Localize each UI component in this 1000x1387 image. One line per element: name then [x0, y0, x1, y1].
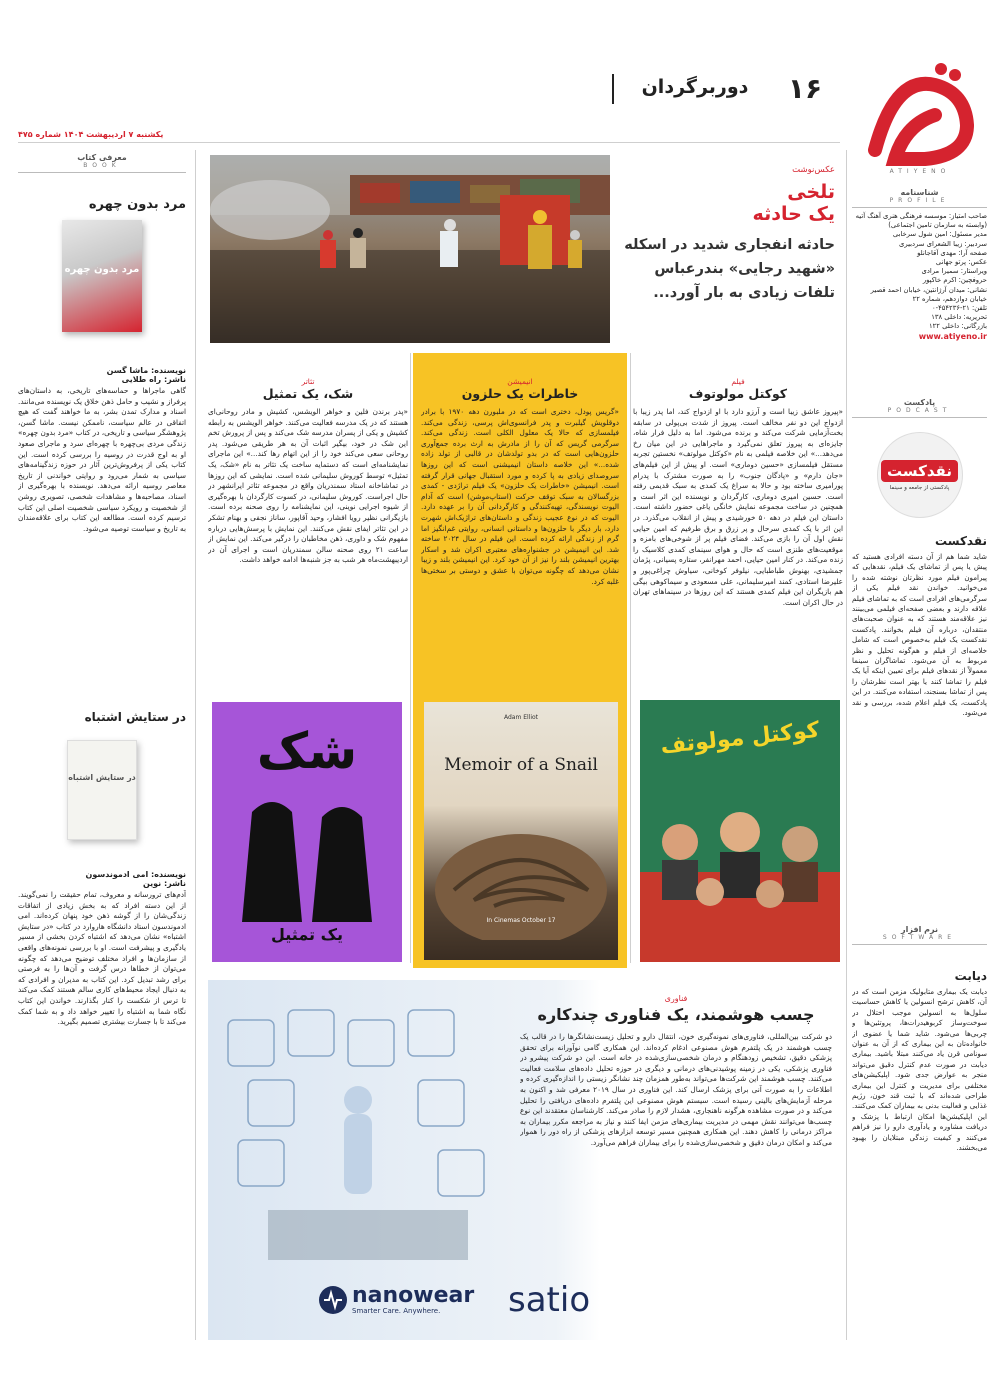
- poster-snail-tagline: In Cinemas October 17: [486, 917, 556, 924]
- profile-line: سردبیر: زیبا الشعرای سردبیری: [899, 239, 987, 248]
- book2-body: آدم‌های ترورسانه و معروف، تمام حقیقت را نمی‌گویند. از این دسته افراد که به بخش زیادی از اتفاقات زندگی‌شان را از گوشه ذهن خود پنهان کرده‌اند. امی ادموندسون استاد دانشگاه هاروارد در کتاب «در ستایش اشتباه» نشان می‌دهد که اشتباه کردن بخشی از مسیر یادگیری و پیشرفت است. او با بررسی نمونه‌های واقعی از سازمان‌ها و افراد مختلف توضیح می‌دهد که چگونه می‌توان از خطاها درس گرفت و آن‌ها را به فرصتی برای رشد تبدیل کرد. این کتاب به مدیران و افرادی که به دنبال ایجاد محیط‌های کاری سالم هستند کمک می‌کند تا ترس از شکست را کنار بگذارند. خواندن این کتاب نگاه شما به اشتباه را تغییر خواهد داد و به شما کمک می‌کند تا با جسارت بیشتری تصمیم بگیرید.: [18, 890, 186, 1027]
- logo-mark-icon: [855, 55, 985, 175]
- poster-doubt-title: شک: [256, 722, 358, 780]
- lead-kicker: عکس‌نوشت: [792, 165, 835, 175]
- poster-cast-icon: [640, 782, 840, 962]
- figures-silhouette-icon: [212, 792, 402, 922]
- profile-section: [852, 188, 987, 341]
- animation-kicker: انیمیشن: [507, 377, 533, 386]
- animation-body: «گریس پودل، دختری است که در ملبورن دهه ۱۹۷۰ با برادر دوقلویش گیلبرت و پدر فرانسوی‌اش پرسی، زندگی می‌کند. فیلمسازی که حالا یک معلول الکلی است. زندگی می‌کند. سرگرمی گریس که آن را از مادرش به ارث برده جمع‌آوری حلزون‌هایی است که در بدو تولدشان در قالبی از تولد زاده شده...» این خلاصه داستان انیمیشنی است که این روزها سروصدای زیادی به پا کرده و مورد استقبال جهانی قرار گرفته است. انیمیشن «خاطرات یک حلزون» یک فیلم تراژدی - کمدی بزرگسالان به سبک توقف حرکت (استاپ‌موشن) است که آدام الیوت نویسندگی، تهیه‌کنندگی و کارگردانی آن را بر عهده دارد. الیوت که در نوع عجیب زندگی و داستان‌های تراژیک‌اش شهرت دارد، بار دیگر با حلزون‌ها و داستانی انسانی، روایتی غم‌انگیز اما گرم از زندگی ارائه کرده است. این فیلم در سال ۲۰۲۴ ساخته شد. این انیمیشن در جشنواره‌های معتبری اکران شد و اسکار بهترین انیمیشن بلند را نیز از آن خود کرد. این انیمیشن بلند و زیبا نشان می‌دهد که چگونه می‌توان با عشق و دوستی بر سختی‌ها غلبه کرد.: [421, 407, 619, 586]
- tech-title: چسب هوشمند، یک فناوری چندکاره: [537, 1005, 815, 1024]
- lead-caption: حادثه انفجاری شدید در اسکله «شهید رجایی» بندرعباس تلفات زیادی به بار آورد...: [624, 237, 835, 301]
- profile-line: مدیر مسئول: امین شول سرخابی: [892, 230, 987, 239]
- podcast-badge-sub: پادکستی از جامعه و سینما: [889, 484, 950, 491]
- podcast-badge-text: نقدکست: [881, 460, 958, 482]
- software-heading: نرم افزار: [901, 925, 938, 934]
- profile-line: تحریریه: داخلی ۱۳۸: [931, 313, 987, 322]
- tech-body: دو شرکت بین‌المللی، فناوری‌های نمونه‌گیری خون، انتقال دارو و تحلیل زیست‌نشانگرها را در قالب یک چسب هوشمند در یک پلتفرم هوش مصنوعی ادغام کرده‌اند. این همکاری گامی نوآورانه برای تحقق پزشکی دقیق، تشخیص زودهنگام و درمان شخصی‌سازی‌شده در خانه است. این دو شرکت پیشرو در فناوری پزشکی، یکی در زمینه پوشیدنی‌های درمانی و دیگری در حوزه تحلیل داده‌های سلامت فعالیت می‌کنند. چسب هوشمند این شرکت‌ها می‌تواند به‌طور همزمان چند نشانگر زیستی را اندازه‌گیری کرده و اطلاعات را به صورت آنی برای پزشک ارسال کند. این فناوری در سال ۲۰۱۹ معرفی شد و اکنون به مرحله آزمایش‌های بالینی رسیده است. سیستم هوش مصنوعی این پلتفرم داده‌های دریافتی را تحلیل می‌کند و در صورت مشاهده هرگونه ناهنجاری، هشدار لازم را صادر می‌کند. کارشناسان معتقدند این نوع چسب‌ها می‌توانند نقش مهمی در مدیریت بیماری‌های مزمن ایفا کنند و نیاز به مراجعه مکرر بیماران به مراکز درمانی را کاهش دهند. این همکاری همچنین مسیر توسعه ابزارهای پزشکی از راه دور را هموار می‌کند و امکان درمان دقیق و شخصی‌سازی‌شده را برای بیماران فراهم می‌آورد.: [520, 1032, 832, 1147]
- poster-cocktail: [640, 700, 840, 962]
- book1-body: گاهی ماجراها و حماسه‌های تاریخی، به داستان‌های پرفراز و نشیب و حامل ذهن خلاق یک نویسنده می‌مانند. اسناد و مدارک تمدن بشر، به ما خواهند گفت که هیچ اتفاقی در عالم سیاست، ناممکن نیست. ماشا گسن، پژوهشگر سیاسی و تاریخی، در کتاب «مرد بدون چهره» زندگی مردی بی‌چهره با چهره‌ای سرد و ماجرای صعود او به اوج قدرت در روسیه را بررسی کرده است. این کتاب یکی از پرفروش‌ترین آثار در حوزه زندگینامه‌های سیاسی به شمار می‌رود و روایتی خواندنی از تاریخ معاصر روسیه ارائه می‌دهد. نویسنده با بهره‌گیری از اسناد، مصاحبه‌ها و مشاهدات شخصی، تصویری روشن از شخصیت و رویکرد سیاسی شخصیت اصلی این کتاب ترسیم کرده است. مطالعه این کتاب برای علاقه‌مندان به تاریخ و سیاست توصیه می‌شود.: [18, 386, 186, 533]
- medical-hologram-icon: [208, 980, 518, 1280]
- brand-nanowear-tag: Smarter Care. Anywhere.: [352, 1307, 441, 1315]
- theatre-column: [208, 353, 408, 693]
- book1-cover-text: مرد بدون چهره: [64, 264, 140, 275]
- profile-lines: [852, 208, 987, 341]
- poster-snail-credit: Adam Elliot: [503, 714, 539, 721]
- tech-kicker: فناوری: [664, 994, 688, 1003]
- lead-title-line2: یک حادثه: [752, 203, 835, 225]
- book-heading: معرفی کتاب: [77, 153, 127, 162]
- film-column: [633, 353, 843, 693]
- film-kicker: فیلم: [731, 377, 745, 386]
- date-line: یکشنبه ۷ اردیبهشت ۱۴۰۴ شماره ۴۷۵: [18, 130, 164, 139]
- software-title: دیابت: [954, 969, 987, 983]
- poster-doubt: [212, 702, 402, 962]
- profile-line: تلفن: ۲۱-۴۵۴۲۳۶-۰: [932, 304, 987, 313]
- animation-title: خاطرات یک حلزون: [461, 386, 579, 401]
- brand-nanowear-name: nanowear: [352, 1283, 475, 1308]
- podcast-latin: PODCAST: [852, 407, 987, 418]
- lead-photo: [210, 155, 610, 343]
- theatre-kicker: تئاتر: [301, 377, 315, 386]
- col-divider-1: [630, 353, 631, 963]
- profile-heading: شناسنامه: [900, 188, 939, 197]
- software-latin: SOFTWARE: [852, 934, 987, 945]
- profile-latin: PROFILE: [852, 197, 987, 208]
- profile-line: عکس: پرتو جهانی: [935, 258, 987, 267]
- film-body: «پیروز عاشق زیبا است و آرزو دارد با او ازدواج کند، اما پدر زیبا با ازدواج این دو نفر مخالف است. پیروز از شدت بی‌پولی در سابقه بخت‌آزمایی شرکت می‌کند و برنده می‌شود. اما به دلیل فرار شاه، جایزه‌ای به پیروز تعلق نمی‌گیرد و ماجراهایی در این میان رخ می‌دهد...» این خلاصه فیلمی به نام «کوکتل مولوتف» نخستین تجربه مستقل فیلمسازی «حسین دوماری» است. او پیش از این فیلم‌های «جان دارم» و «پادگان جنوب» را به صورت مشترک با پدرام پورامیری ساخته بود و حالا به سراغ یک کمدی به سبک قدیمی رفته است. حسین امیری دوماری، کارگردان و نویسنده این اثر است و همچنین در ساخت مجموعه نمایش خانگی یاغی حضور داشته است. داستان این فیلم در دهه ۵۰ خورشیدی و پیش از انقلاب می‌گذرد. در این اثر با یک کمدی سرحال و پر زرق و برق طرفیم که امین حیایی نقش اول آن را بازی می‌کند. فضای فیلم پر از شوخی‌های بامزه و موقعیت‌های طنزی است که حال و هوای سینمای کمدی کلاسیک را زنده می‌کند. در کنار امین حیایی، احمد مهرانفر، ستاره پسیانی، پژمان جمشیدی، بهنوش طباطبایی، نیلوفر کوخانی، سیاوش چراغی‌پور و علیرضا استادی، کمند امیرسلیمانی، علی مسعودی و سیماکوهی بیگی هم بازیگران این فیلم کمدی هستند که این روزها در سینماهای تهران در حال اکران است.: [633, 407, 843, 607]
- podcast-section: [852, 398, 987, 882]
- right-sidebar-divider: [846, 150, 847, 1340]
- book2-cover: [67, 740, 137, 840]
- podcast-body: شاید شما هم از آن دسته افرادی هستید که پیش یا پس از تماشای یک فیلم، نقدهایی که پیرامون فیلم مورد نظرتان نوشته شده را می‌خوانید. خواندن نقد فیلم یکی از سرگرمی‌های افرادی است که به تماشای فیلم علاقه دارند و بعضی صفحه‌ای فیلمی می‌بینند نیز علاقه‌مند هستند که به عنوان صحبت‌های منتقدان، درباره آن فیلم بخوانند. پادکست نقدکست یک فیلم به‌خصوص است که شامل خلاصه‌ای از فیلم و هم‌گونه تحلیل و نظر مربوط به آن می‌شود. تماشاگران سینما معمولاً از نقدهای فیلم برای تعیین اینکه آیا یک فیلم را تماشا کنند یا بهتر است نظرشان را پس از تماشا بسنجند، استفاده می‌کنند. در این پادکست، یک فیلم اعلام شده، بررسی و نقد می‌شود.: [852, 552, 987, 718]
- film-title: کوکتل مولوتوف: [688, 386, 788, 401]
- book1-title: مرد بدون چهره: [88, 197, 186, 212]
- podcast-title: نقدکست: [935, 534, 987, 548]
- book2-cover-text: در ستایش اشتباه: [68, 773, 136, 782]
- poster-doubt-subtitle: یک تمثیل: [270, 925, 344, 944]
- theatre-body: «پدر برندن فلین و خواهر الویشس، کشیش و مادر روحانی‌ای هستند که در یک مدرسه فعالیت می‌کنند. خواهر الویشس به رابطه کشیش و یکی از پسران مدرسه شک می‌کند و پس از پرورش تخم این شک در خود، بیگیر اثبات آن به هر طریقی می‌شود. پدر روحانی سعی می‌کند خود را از این اتهام رها کند...» این ماجرای نمایشنامه‌ای است که دستمایه ساخت یک تئاتر به نام «شک، یک تمثیل» توسط کوروش سلیمانی شده است. نمایشی که این روزها در تماشاخانه استاد سمندریان واقع در مجموعه تئاتر ایرانشهر در حال اجراست. کوروش سلیمانی، در کسوت کارگردان با بهره‌گیری از شیوه اجرایی نوینی، این نمایشنامه را روی صحنه برده است. بازیگرانی نظیر رویا افشار، وحید آقاپور، ساناز نجفی و بهنام تشکر در این تئاتر ایفای نقش می‌کنند. این نمایش با پرسش‌هایی درباره مفهوم شک و داوری، ذهن مخاطبان را درگیر می‌کند. این نمایش از ساعت ۲۱ روی صحنه سالن سمندریان است و اجرای آن در اردیبهشت‌ماه هر شب به جز شنبه‌ها ادامه خواهد داشت.: [208, 407, 408, 565]
- left-column-divider: [195, 150, 196, 1340]
- col-divider-2: [410, 353, 411, 963]
- tech-section: [208, 980, 840, 1340]
- poster-snail-title: Memoir of a Snail: [444, 755, 598, 775]
- port-explosion-photo-icon: [210, 155, 610, 343]
- section-title: دوربرگردان: [641, 76, 749, 98]
- book1-publisher: ناشر: راه طلایی: [121, 375, 186, 384]
- tech-text: [520, 980, 832, 1278]
- book2-publisher: ناشر: نوین: [142, 879, 186, 888]
- profile-line: صاحب امتیاز: موسسه فرهنگی هنری آهنگ آتیه: [855, 212, 987, 220]
- lead-text: [620, 165, 835, 305]
- nanowear-logo-icon: [318, 1285, 348, 1315]
- profile-line: ویراستار: سمیرا مرادی: [921, 267, 987, 276]
- logo-latin: ATIYENO: [889, 168, 951, 175]
- brand-nanowear: [318, 1285, 474, 1315]
- lead-title-line1: تلخی: [787, 181, 835, 203]
- title-divider: [612, 74, 614, 104]
- book1-cover: [62, 220, 142, 332]
- profile-line: (وابسته به سازمان تامین اجتماعی): [888, 221, 987, 230]
- book1-author: نویسنده: ماشا گسن: [106, 366, 186, 375]
- book2-title: در ستایش اشتباه: [84, 710, 186, 724]
- podcast-badge: [877, 432, 963, 518]
- poster-cocktail-title: کوکتل مولوتف: [659, 717, 821, 760]
- theatre-title: شک، یک تمثیل: [262, 386, 354, 401]
- profile-line: بازرگانی: داخلی ۱۲۲: [929, 322, 987, 331]
- brand-satio: satio: [508, 1280, 591, 1320]
- masthead-logo: [855, 55, 985, 175]
- podcast-heading: پادکست: [903, 398, 936, 407]
- book-latin: BOOK: [18, 162, 186, 173]
- poster-snail: [424, 702, 618, 960]
- header-rule: [18, 142, 840, 143]
- profile-line: خیابان دوازدهم، شماره ۲۲: [912, 294, 987, 303]
- profile-line: حروفچین: اکرم خاکپور: [922, 276, 987, 285]
- software-section: [852, 925, 987, 1347]
- profile-line: صفحه آرا: مهدی آقاجانلو: [917, 248, 987, 257]
- page-number: ۱۶: [787, 72, 823, 105]
- software-body: دیابت یک بیماری متابولیک مزمن است که در آن، کاهش ترشح انسولین یا کاهش حساسیت سلول‌ها به انسولین موجب اختلال در سوخت‌وساز کربوهیدرات‌ها، پروتئین‌ها و چربی‌ها می‌شود. شاید شما یا عضوی از خانواده‌تان به این بیماری که از آن به عنوان سونامی قرن یاد می‌کنند مبتلا باشید. بیماری دیابت در صورت عدم کنترل دقیق می‌تواند منجر به عوارض جدی شود. اپلیکیشن‌های مختلفی برای مدیریت و کنترل این بیماری طراحی شده‌اند که با ثبت قند خون، رژیم غذایی و فعالیت بدنی به بیماران کمک می‌کنند. این اپلیکیشن‌ها امکان ارتباط با پزشک و دریافت مشاوره و یادآوری دارو را نیز فراهم می‌کنند و کیفیت زندگی مبتلایان را بهبود می‌بخشند.: [852, 987, 987, 1153]
- book2-author: نویسنده: امی ادموندسون: [85, 870, 186, 879]
- book-column: [18, 153, 186, 1180]
- profile-line: نشانی: میدان آرژانتین، خیابان احمد قصیر: [870, 285, 987, 294]
- profile-line[interactable]: www.atiyeno.ir: [918, 331, 987, 341]
